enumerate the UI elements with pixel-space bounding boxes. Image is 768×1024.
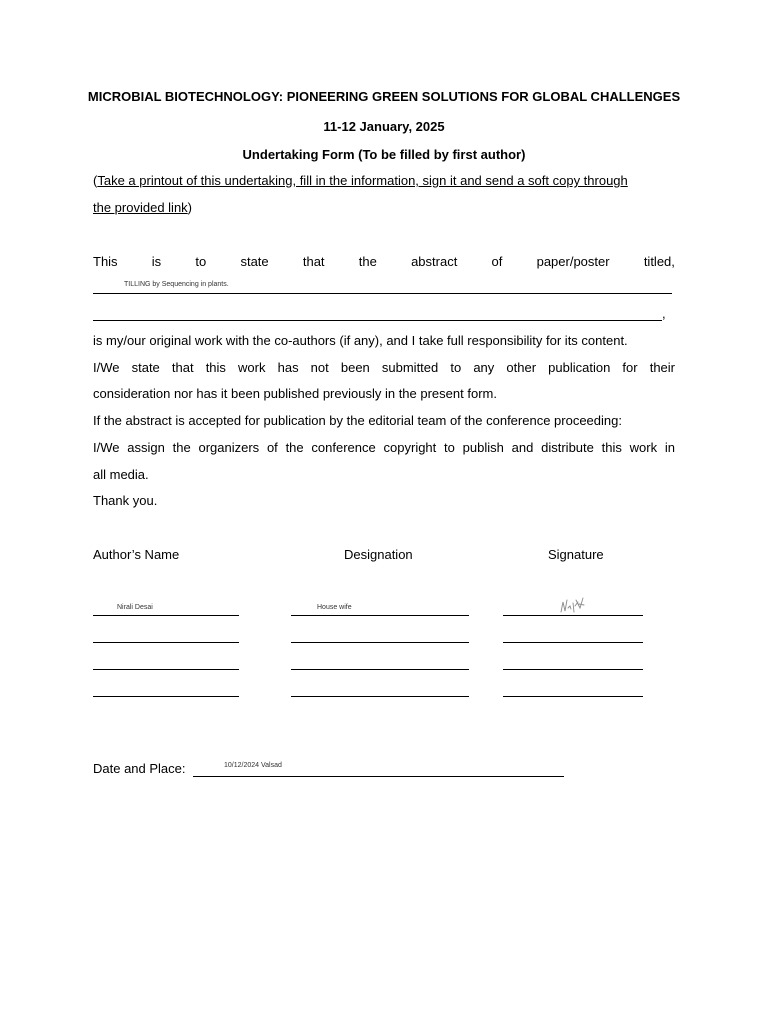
instruction-close-paren: ) [187, 199, 193, 215]
statement-line: If the abstract is accepted for publication by the editorial team of the conference proceeding: [93, 413, 622, 429]
date-place-value: 10/12/2024 Valsad [224, 762, 282, 769]
line-end-comma: , [662, 306, 666, 321]
author-name-header: Author’s Name [93, 547, 180, 562]
paper-title-line-2[interactable] [93, 320, 662, 321]
conference-date: 11-12 January, 2025 [323, 119, 445, 134]
instruction-line-2: the provided link [93, 199, 188, 215]
author-name-field[interactable] [93, 642, 239, 643]
statement-word: abstract [411, 254, 458, 269]
statement-body [93, 328, 675, 515]
conference-title: MICROBIAL BIOTECHNOLOGY: PIONEERING GREEN SOLUTIONS FOR GLOBAL CHALLENGES [87, 89, 681, 104]
statement-line: consideration nor has it been published previously in the present form. [93, 386, 497, 402]
designation-header: Designation [344, 547, 413, 562]
thank-you-text: Thank you. [93, 493, 158, 509]
statement-word: the [358, 254, 377, 269]
signature-field[interactable] [503, 696, 643, 697]
signature-field[interactable] [503, 669, 643, 670]
statement-word: of [491, 254, 503, 269]
statement-line: is my/our original work with the co-authors (if any), and I take full responsibility for its content. [93, 333, 628, 348]
paper-title-value: TILLING by Sequencing in plants. [124, 281, 229, 288]
date-place-field[interactable] [193, 776, 564, 777]
designation-field[interactable] [291, 615, 469, 616]
designation-field[interactable] [291, 642, 469, 643]
designation-field[interactable] [291, 696, 469, 697]
date-place-label: Date and Place: [93, 761, 186, 776]
statement-line: all media. [93, 466, 149, 482]
author-name-field[interactable] [93, 615, 239, 616]
signature-field[interactable] [503, 642, 643, 643]
statement-line: I/We state that this work has not been submitted to any other publication for their [93, 359, 675, 375]
signature-header: Signature [548, 547, 604, 562]
handwritten-signature [558, 594, 588, 616]
statement-word: is [151, 254, 162, 269]
statement-word: paper/poster [536, 254, 610, 269]
author-name-field[interactable] [93, 669, 239, 670]
author-name-value: Nirali Desai [117, 604, 153, 611]
instruction-line-1: Take a printout of this undertaking, fill in the information, sign it and send a soft copy through [97, 173, 628, 188]
author-name-field[interactable] [93, 696, 239, 697]
designation-value: House wife [317, 604, 352, 611]
statement-line: I/We assign the organizers of the conference copyright to publish and distribute this work in [93, 439, 675, 455]
statement-word: that [302, 254, 325, 269]
statement-word: titled, [643, 254, 675, 269]
designation-field[interactable] [291, 669, 469, 670]
form-title: Undertaking Form (To be filled by first author) [242, 147, 526, 162]
paper-title-line-1[interactable] [93, 293, 672, 294]
statement-first-line [93, 254, 675, 269]
statement-word: state [240, 254, 269, 269]
statement-word: to [195, 254, 207, 269]
instruction-open-paren: ( [93, 173, 98, 188]
statement-word: This [93, 254, 118, 269]
instruction-text [93, 168, 675, 221]
